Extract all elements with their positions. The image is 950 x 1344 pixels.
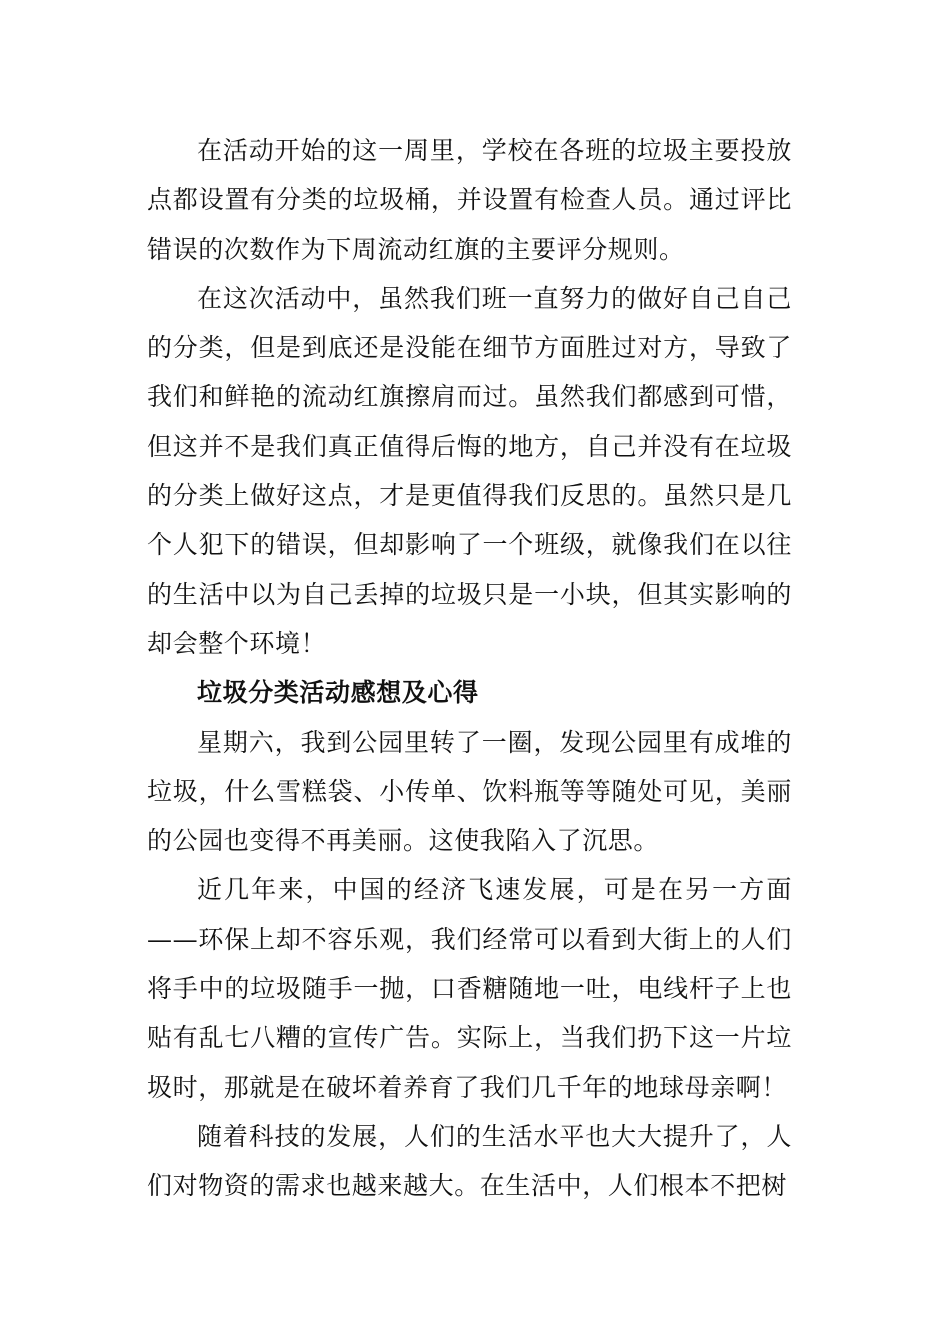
section-paragraph-1: 星期六，我到公园里转了一圈，发现公园里有成堆的垃圾，什么雪糕袋、小传单、饮料瓶等等随处可见，美丽的公园也变得不再美丽。这使我陷入了沉思。	[147, 727, 792, 856]
section-paragraph-2: 近几年来，中国的经济飞速发展，可是在另一方面——环保上却不容乐观，我们经常可以看到大街上的人们将手中的垃圾随手一抛，口香糖随地一吐，电线杆子上也贴有乱七八糟的宣传广告。实际上，当我们扔下这一片垃圾时，那就是在破坏着养育了我们几千年的地球母亲啊！	[147, 875, 792, 1102]
section-paragraph-3: 随着科技的发展，人们的生活水平也大大提升了，人们对物资的需求也越来越大。在生活中，人们根本不把树	[147, 1121, 792, 1201]
body-paragraph-2: 在这次活动中，虽然我们班一直努力的做好自己自己的分类，但是到底还是没能在细节方面胜过对方，导致了我们和鲜艳的流动红旗擦肩而过。虽然我们都感到可惜，但这并不是我们真正值得后悔的地方，自己并没有在垃圾的分类上做好这点，才是更值得我们反思的。虽然只是几个人犯下的错误，但却影响了一个班级，就像我们在以往的生活中以为自己丢掉的垃圾只是一小块，但其实影响的却会整个环境！	[147, 283, 792, 658]
section-heading: 垃圾分类活动感想及心得	[197, 678, 479, 708]
document-page	[147, 126, 792, 1211]
body-paragraph-1: 在活动开始的这一周里，学校在各班的垃圾主要投放点都设置有分类的垃圾桶，并设置有检查人员。通过评比错误的次数作为下周流动红旗的主要评分规则。	[147, 136, 792, 264]
